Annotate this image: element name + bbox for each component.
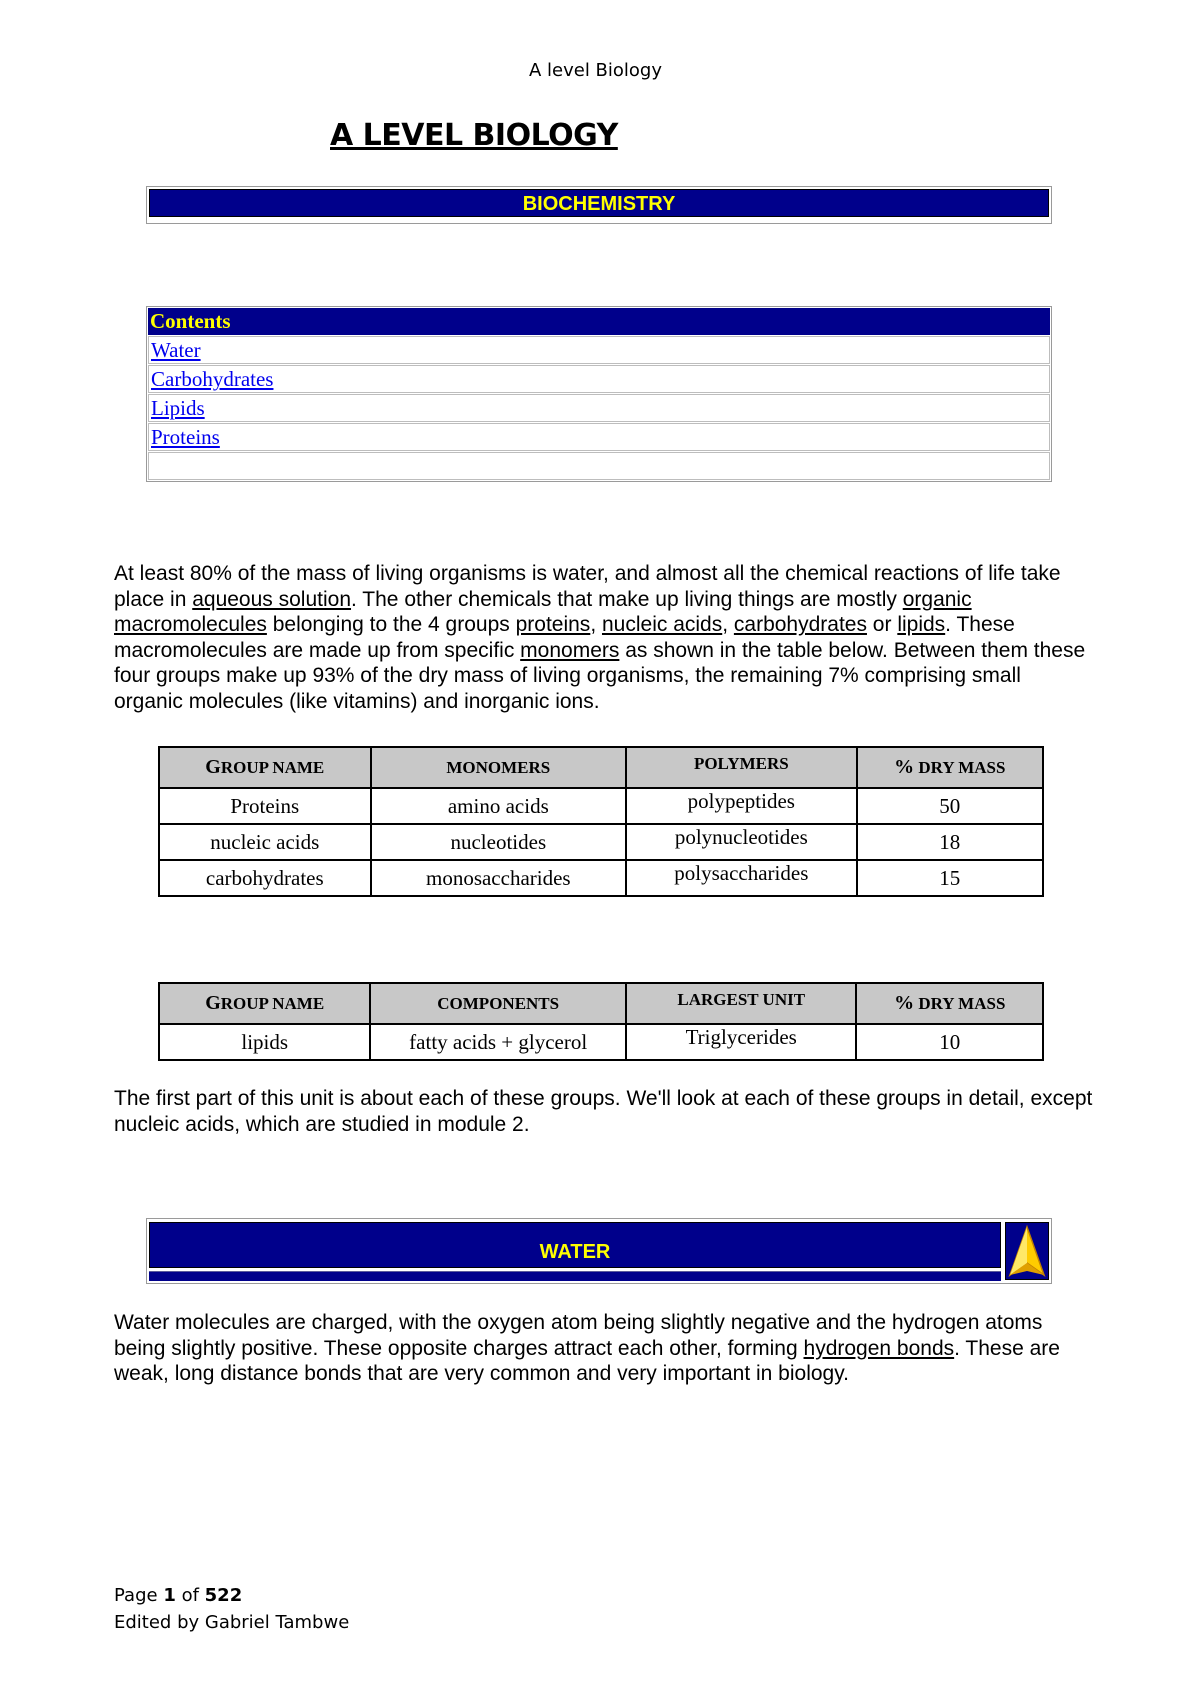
contents-row-proteins [148,423,1050,451]
page-number [114,1585,242,1606]
groups-paragraph: The first part of this unit is about each of these groups. We'll look at each of these groups in detail, except nucleic acids, which are studied in module 2. [114,1087,1093,1136]
header-dry-mass: % DRY MASS [856,983,1043,1024]
link-nucleic-acids[interactable]: nucleic acids [601,613,723,636]
link-hydrogen-bonds[interactable]: hydrogen bonds [803,1336,955,1360]
table-row [159,860,1043,896]
cell-polymer: polypeptides [626,788,857,824]
link-organic-macromolecules[interactable]: organic macromolecules [114,587,972,636]
intro-text: At least 80% of the mass of living organisms is water, and almost all the chemical reactions of life take place in [114,562,1061,611]
page-of: of [175,1585,205,1606]
cell-group: lipids [159,1024,370,1060]
table-row [159,824,1043,860]
running-header: A level Biology [528,60,662,81]
cell-group: Proteins [159,788,371,824]
table-row [159,788,1043,824]
editor-credit: Edited by Gabriel Tambwe [114,1612,350,1633]
table-header-row [159,747,1043,788]
header-monomers: MONOMERS [371,747,626,788]
cell-dry-mass: 15 [857,860,1043,896]
contents-row-carbohydrates [148,365,1050,393]
contents-row-water [148,336,1050,364]
back-to-top-button[interactable] [1005,1222,1049,1280]
page-current: 1 [163,1585,176,1606]
intro-paragraph [114,561,1094,714]
cell-largest-unit: Triglycerides [626,1024,857,1060]
intro-text: belonging to the 4 groups [266,613,516,636]
link-proteins[interactable]: proteins [515,613,591,636]
cell-polymer: polynucleotides [626,824,857,860]
water-banner [146,1218,1052,1284]
intro-text: . These macromolecules are made up from specific [114,613,1015,662]
cell-dry-mass: 50 [857,788,1043,824]
document-title: A LEVEL BIOLOGY [330,118,618,153]
link-carbohydrates[interactable]: carbohydrates [733,613,867,636]
cell-components: fatty acids + glycerol [370,1024,626,1060]
macromolecules-table [158,746,1044,897]
cell-monomer: amino acids [371,788,626,824]
cell-group: nucleic acids [159,824,371,860]
intro-text: . The other chemicals that make up living things are mostly [351,587,903,611]
link-monomers[interactable]: monomers [520,638,620,662]
water-banner-underline [149,1271,1001,1281]
header-largest-unit: LARGEST UNIT [626,983,857,1024]
contents-link-carbohydrates[interactable]: Carbohydrates [151,367,274,391]
water-banner-label: WATER [149,1222,1001,1268]
header-group-name: GROUP NAME [159,747,371,788]
up-arrow-icon [1006,1223,1048,1279]
contents-row-lipids [148,394,1050,422]
contents-table [146,306,1052,482]
page-total: 522 [204,1585,243,1606]
page-label: Page [114,1585,164,1606]
table-row [159,1024,1043,1060]
intro-text: as shown in the table below. Between them these four groups make up 93% of the dry mass of living organisms, the remaining 7% comprising small organic molecules (like vitamins) and inorganic ions. [114,638,1086,713]
lipids-table [158,982,1044,1061]
header-group-name: GROUP NAME [159,983,370,1024]
biochemistry-banner-label: BIOCHEMISTRY [149,189,1049,217]
contents-link-proteins[interactable]: Proteins [151,425,220,449]
header-components: COMPONENTS [370,983,626,1024]
contents-heading: Contents [148,308,1050,335]
cell-polymer: polysaccharides [626,860,857,896]
cell-dry-mass: 18 [857,824,1043,860]
link-aqueous-solution[interactable]: aqueous solution [192,587,352,611]
intro-text: , [590,613,602,636]
water-text: . These are weak, long distance bonds that are very common and very important in biology. [114,1336,1060,1385]
intro-text: , [722,613,734,636]
contents-link-water[interactable]: Water [151,338,201,362]
header-dry-mass: % DRY MASS [857,747,1043,788]
contents-link-lipids[interactable]: Lipids [151,396,205,420]
cell-group: carbohydrates [159,860,371,896]
link-lipids[interactable]: lipids [897,613,946,636]
cell-dry-mass: 10 [856,1024,1043,1060]
cell-monomer: nucleotides [371,824,626,860]
biochemistry-banner [146,186,1052,224]
header-polymers: POLYMERS [626,747,857,788]
contents-row-empty [148,452,1050,480]
intro-text: or [866,613,898,636]
cell-monomer: monosaccharides [371,860,626,896]
water-paragraph [114,1310,1094,1387]
water-text: Water molecules are charged, with the oxygen atom being slightly negative and the hydrogen atoms being slightly positive. These opposite charges attract each other, forming [114,1311,1043,1360]
table-header-row [159,983,1043,1024]
